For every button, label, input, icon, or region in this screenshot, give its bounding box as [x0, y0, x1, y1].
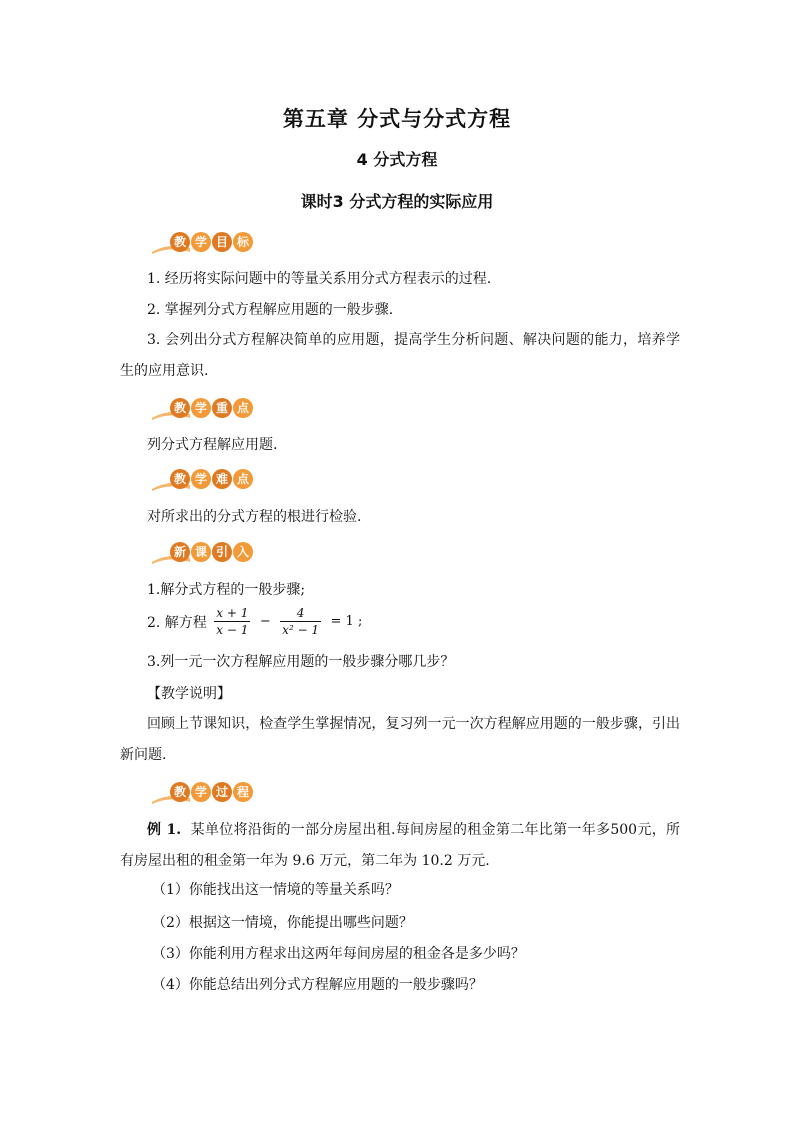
badge-char: 新	[170, 542, 190, 562]
fraction-1-numerator: x + 1	[216, 606, 249, 620]
objective-item-3: 3. 会列出分式方程解决简单的应用题，提高学生分析问题、解决问题的能力，培养学生的应用意识.	[120, 332, 680, 379]
example-label: 例 1.	[147, 822, 182, 838]
fraction-2-numerator: 4	[280, 605, 321, 622]
badge-char: 标	[233, 232, 253, 252]
badge-char: 目	[212, 232, 232, 252]
difficulties-text: 对所求出的分式方程的根进行检验.	[147, 509, 362, 525]
badge-char: 课	[191, 542, 211, 562]
equation-rhs: = 1 ;	[330, 614, 363, 629]
badge-char: 教	[170, 469, 190, 489]
intro-item-1: 1.解分式方程的一般步骤;	[147, 582, 306, 598]
badge-char: 学	[191, 782, 211, 802]
fraction-1	[214, 605, 250, 638]
objective-item-2: 2. 掌握列分式方程解应用题的一般步骤.	[147, 302, 394, 318]
question-2: （2）根据这一情境，你能提出哪些问题？	[152, 915, 413, 931]
badge-difficulties	[150, 467, 260, 495]
badge-process	[150, 780, 260, 808]
lesson-title: 课时3 分式方程的实际应用	[300, 192, 494, 211]
objective-item-1: 1. 经历将实际问题中的等量关系用分式方程表示的过程.	[147, 271, 492, 287]
example-text: 某单位将沿街的一部分房屋出租.每间房屋的租金第二年比第一年多500元，所有房屋出租的租金第一年为 9.6 万元，第二年为 10.2 万元.	[120, 822, 680, 869]
badge-intro	[150, 540, 260, 568]
badge-char: 重	[212, 398, 232, 418]
key-points-text: 列分式方程解应用题.	[147, 437, 278, 453]
badge-char: 学	[191, 232, 211, 252]
badge-char: 教	[170, 782, 190, 802]
fraction-2	[280, 605, 321, 638]
teaching-note-text: 回顾上节课知识，检查学生掌握情况，复习列一元一次方程解应用题的一般步骤，引出新问题.	[120, 716, 680, 763]
badge-char: 点	[233, 469, 253, 489]
question-4: （4）你能总结出列分式方程解应用题的一般步骤吗？	[152, 977, 483, 993]
badge-char: 教	[170, 232, 190, 252]
badge-char: 过	[212, 782, 232, 802]
fraction-2-denominator: x² − 1	[282, 623, 320, 637]
example-1	[120, 815, 680, 877]
intro-item-2-equation	[147, 605, 364, 638]
question-1: （1）你能找出这一情境的等量关系吗？	[152, 882, 399, 898]
badge-char: 入	[233, 542, 253, 562]
teaching-note-title: 【教学说明】	[147, 686, 231, 702]
question-3: （3）你能利用方程求出这两年每间房屋的租金各是多少吗？	[152, 946, 525, 962]
badge-char: 教	[170, 398, 190, 418]
badge-char: 引	[212, 542, 232, 562]
badge-char: 点	[233, 398, 253, 418]
equation-label: 2. 解方程	[147, 614, 207, 631]
fraction-1-denominator: x − 1	[216, 623, 249, 637]
badge-key-points	[150, 396, 260, 424]
section-title: 4 分式方程	[356, 150, 438, 169]
badge-objectives	[150, 230, 260, 258]
badge-char: 学	[191, 469, 211, 489]
chapter-title: 第五章 分式与分式方程	[282, 107, 512, 131]
intro-item-3: 3.列一元一次方程解应用题的一般步骤分哪几步？	[147, 654, 455, 670]
badge-char: 程	[233, 782, 253, 802]
badge-char: 学	[191, 398, 211, 418]
minus-sign: −	[259, 614, 271, 629]
badge-char: 难	[212, 469, 232, 489]
